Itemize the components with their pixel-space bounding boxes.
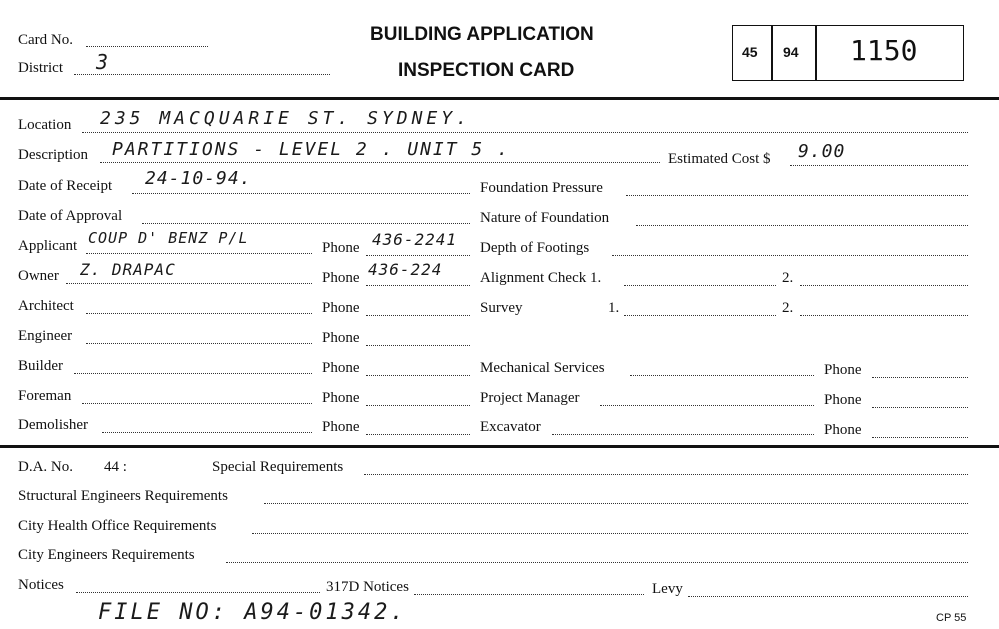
date-receipt-line [132, 193, 470, 194]
header-rule [0, 97, 999, 100]
survey-2-label: 2. [782, 300, 794, 316]
da-label: D.A. No. [18, 459, 73, 475]
middle-rule [0, 445, 999, 448]
city-engineers-label: City Engineers Requirements [18, 547, 195, 563]
owner-label: Owner [18, 268, 59, 284]
alignment-2-line [800, 285, 968, 286]
architect-phone-line [366, 315, 470, 316]
special-requirements-label: Special Requirements [212, 459, 344, 475]
project-manager-phone-label: Phone [824, 392, 862, 408]
box-cell-a: 45 [742, 44, 758, 60]
file-number: FILE NO: A94-01342. [98, 600, 407, 625]
foreman-phone-line [366, 405, 470, 406]
date-approval-line [142, 223, 470, 224]
excavator-line [552, 434, 814, 435]
project-manager-phone-line [872, 407, 968, 408]
card-no-label: Card No. [18, 32, 73, 48]
owner-phone-label: Phone [322, 270, 360, 286]
card-number-box [732, 25, 964, 81]
project-manager-line [600, 405, 814, 406]
engineer-label: Engineer [18, 328, 73, 344]
location-label: Location [18, 117, 72, 133]
health-line [252, 533, 968, 534]
form-code: CP 55 [936, 612, 967, 624]
demolisher-phone-label: Phone [322, 419, 360, 435]
mechanical-line [630, 375, 814, 376]
da-value: 44 : [104, 459, 127, 475]
estimated-cost-value: 9.00 [798, 141, 846, 162]
foreman-label: Foreman [18, 388, 72, 404]
builder-phone-label: Phone [322, 360, 360, 376]
survey-1-label: 1. [608, 300, 620, 316]
foreman-line [82, 403, 312, 404]
architect-label: Architect [18, 298, 74, 314]
mechanical-phone-label: Phone [824, 362, 862, 378]
levy-label: Levy [652, 581, 683, 597]
owner-phone-line [366, 285, 470, 286]
architect-line [86, 313, 312, 314]
excavator-phone-line [872, 437, 968, 438]
district-label: District [18, 60, 63, 76]
box-divider-2 [815, 26, 817, 80]
builder-line [74, 373, 312, 374]
engineer-phone-label: Phone [322, 330, 360, 346]
city-engineers-line [226, 562, 968, 563]
health-label: City Health Office Requirements [18, 518, 217, 534]
notices-label: Notices [18, 577, 64, 593]
owner-value: Z. DRAPAC [80, 260, 176, 279]
foundation-pressure-label: Foundation Pressure [480, 180, 603, 196]
box-divider-1 [771, 26, 773, 80]
survey-label: Survey [480, 300, 523, 316]
title-line-1: BUILDING APPLICATION [370, 24, 594, 45]
district-line [74, 74, 330, 75]
nature-foundation-line [636, 225, 968, 226]
demolisher-label: Demolisher [18, 417, 88, 433]
survey-2-line [800, 315, 968, 316]
description-value: PARTITIONS - LEVEL 2 . UNIT 5 . [112, 139, 510, 160]
engineer-phone-line [366, 345, 470, 346]
levy-line [688, 596, 968, 597]
mechanical-label: Mechanical Services [480, 360, 605, 376]
mechanical-phone-line [872, 377, 968, 378]
structural-line [264, 503, 968, 504]
applicant-value: COUP D' BENZ P/L [88, 229, 249, 247]
applicant-phone-label: Phone [322, 240, 360, 256]
demolisher-phone-line [366, 434, 470, 435]
architect-phone-label: Phone [322, 300, 360, 316]
engineer-line [86, 343, 312, 344]
title-line-2: INSPECTION CARD [398, 60, 575, 81]
alignment-2-label: 2. [782, 270, 794, 286]
location-line [82, 132, 968, 133]
district-value: 3 [96, 50, 110, 74]
alignment-1-line [624, 285, 776, 286]
excavator-label: Excavator [480, 419, 541, 435]
applicant-label: Applicant [18, 238, 78, 254]
estimated-cost-line [790, 165, 968, 166]
description-label: Description [18, 147, 88, 163]
date-receipt-label: Date of Receipt [18, 178, 113, 194]
structural-label: Structural Engineers Requirements [18, 488, 228, 504]
special-requirements-line [364, 474, 968, 475]
builder-phone-line [366, 375, 470, 376]
excavator-phone-label: Phone [824, 422, 862, 438]
depth-footings-line [612, 255, 968, 256]
alignment-label: Alignment Check 1. [480, 270, 602, 286]
description-line [100, 162, 660, 163]
owner-phone-value: 436-224 [368, 260, 443, 279]
box-cell-b: 94 [783, 44, 799, 60]
notices-line [76, 592, 320, 593]
notices-317d-label: 317D Notices [326, 579, 409, 595]
notices-317d-line [414, 594, 644, 595]
estimated-cost-label: Estimated Cost $ [668, 151, 771, 167]
box-number: 1150 [850, 34, 918, 67]
foreman-phone-label: Phone [322, 390, 360, 406]
location-value: 235 MACQUARIE ST. SYDNEY. [100, 108, 471, 129]
foundation-pressure-line [626, 195, 968, 196]
card-no-line [86, 46, 208, 47]
project-manager-label: Project Manager [480, 390, 580, 406]
date-receipt-value: 24-10-94. [145, 168, 252, 189]
applicant-phone-value: 436-2241 [372, 230, 458, 249]
nature-foundation-label: Nature of Foundation [480, 210, 610, 226]
date-approval-label: Date of Approval [18, 208, 123, 224]
applicant-phone-line [366, 255, 470, 256]
demolisher-line [102, 432, 312, 433]
survey-1-line [624, 315, 776, 316]
builder-label: Builder [18, 358, 63, 374]
owner-line [66, 283, 312, 284]
applicant-line [86, 253, 312, 254]
depth-footings-label: Depth of Footings [480, 240, 590, 256]
